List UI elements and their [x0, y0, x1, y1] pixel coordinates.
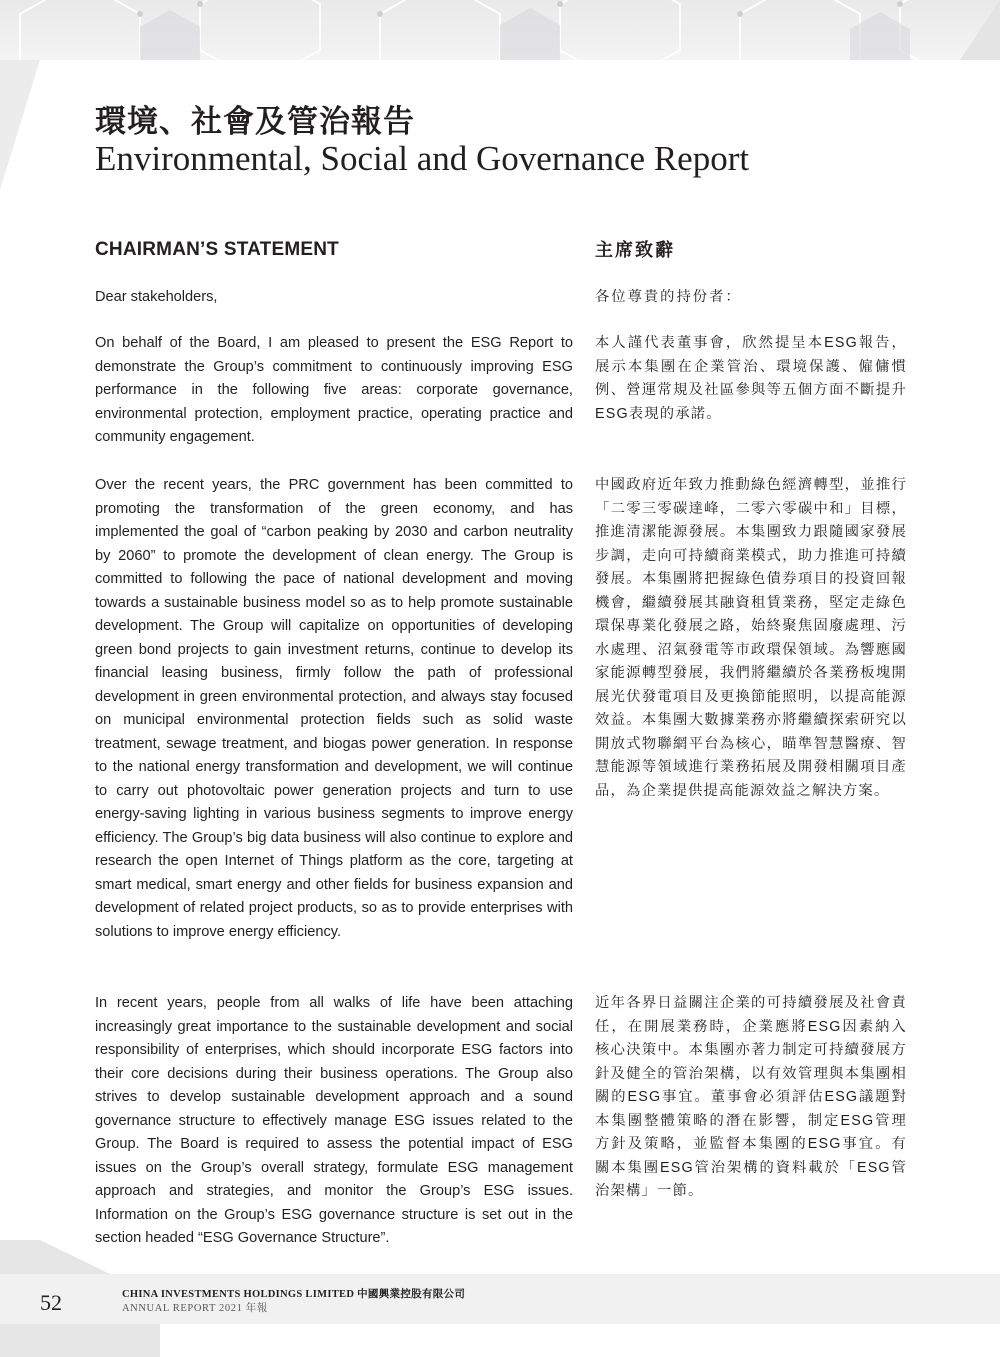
- greeting-chinese: 各位尊貴的持份者：: [595, 289, 742, 305]
- paragraph-english-3: In recent years, people from all walks of life have been attaching increasingly great importance to the sustainable development and social responsibility of enterprises, which should incorporate ESG factors into their core decisions during their business operations. The Group also strives to develop sustainable development approach and a sound governance structure to effectively manage ESG issues related to the Group. The Board is required to assess the potential impact of ESG issues on the Group’s overall strategy, formulate ESG management approach and strategies, and monitor the Group’s ESG issues. Information on the Group’s ESG governance structure is set out in the section headed “ESG Governance Structure”.: [95, 995, 573, 1246]
- page-title-chinese: 環境、社會及管治報告: [95, 104, 415, 140]
- paragraph-chinese-2: 中國政府近年致力推動綠色經濟轉型，並推行「二零三零碳達峰，二零六零碳中和」目標，推進清潔能源發展。本集團致力跟隨國家發展步調，走向可持續商業模式，助力推進可持續發展。本集團將把握綠色債券項目的投資回報機會，繼續發展其融資租賃業務，堅定走綠色環保專業化發展之路，始終聚焦固廢處理、污水處理、沼氣發電等市政環保領域。為響應國家能源轉型發展，我們將繼續於各業務板塊開展光伏發電項目及更換節能照明，以提高能源效益。本集團大數據業務亦將繼續探索研究以開放式物聯網平台為核心，瞄準智慧醫療、智慧能源等領域進行業務拓展及開發相關項目產品，為企業提供提高能源效益之解決方案。: [595, 477, 907, 799]
- company-name: CHINA INVESTMENTS HOLDINGS LIMITED 中國興業控股有限公司: [122, 1289, 466, 1300]
- paragraph-english-2: Over the recent years, the PRC government has been committed to promoting the transformation of the green economy, and has implemented the goal of “carbon peaking by 2030 and carbon neutrality by 2060” to promote the development of clean energy. The Group is committed to following the pace of national development and moving towards a sustainable business model so as to help promote sustainable development. The Group will capitalize on opportunities of developing green bond projects to gain investment returns, continue to develop its financial leasing business, firmly follow the path of professional development in green environmental protection, and always stay focused on municipal environmental protection fields such as solid waste treatment, sewage treatment, and biogas power generation. In response to the national energy transformation and development, we will continue to carry out photovoltaic power generation projects and turn to use energy-saving lighting in various business segments to improve energy efficiency. The Group’s big data business will also continue to explore and research the open Internet of Things platform as the core, targeting at smart medical, smart energy and other fields for business expansion and development of related project products, so as to provide enterprises with solutions to improve energy efficiency.: [95, 477, 573, 940]
- hexagon-pattern: [0, 0, 1000, 60]
- section-heading-english: CHAIRMAN’S STATEMENT: [95, 239, 339, 260]
- greeting-english: Dear stakeholders,: [95, 289, 218, 305]
- paragraph-chinese-1: 本人謹代表董事會，欣然提呈本ESG報告，展示本集團在企業管治、環境保護、僱傭慣例、營運常規及社區參與等五個方面不斷提升ESG表現的承諾。: [595, 335, 907, 422]
- page-title-english: Environmental, Social and Governance Report: [95, 139, 750, 178]
- english-column: [95, 236, 573, 1246]
- section-heading-chinese: 主席致辭: [595, 240, 675, 260]
- report-name: ANNUAL REPORT 2021 年報: [122, 1303, 268, 1314]
- hexagon-pattern-band: [0, 0, 1000, 60]
- paragraph-chinese-3: 近年各界日益關注企業的可持續發展及社會責任，在開展業務時，企業應將ESG因素納入核心決策中。本集團亦著力制定可持續發展方針及健全的管治架構，以有效管理與本集團相關的ESG事宜。董事會必須評估ESG議題對本集團整體策略的潛在影響，制定ESG管理方針及策略，並監督本集團的ESG事宜。有關本集團ESG管治架構的資料載於「ESG管治架構」一節。: [595, 995, 907, 1199]
- paragraph-english-1: On behalf of the Board, I am pleased to present the ESG Report to demonstrate the Group’s commitment to continuously improving ESG performance in the following five areas: corporate governance, environmental protection, employment practice, operating practice and community engagement.: [95, 335, 573, 445]
- chinese-column: [595, 236, 907, 1199]
- page-number: 52: [40, 1290, 62, 1315]
